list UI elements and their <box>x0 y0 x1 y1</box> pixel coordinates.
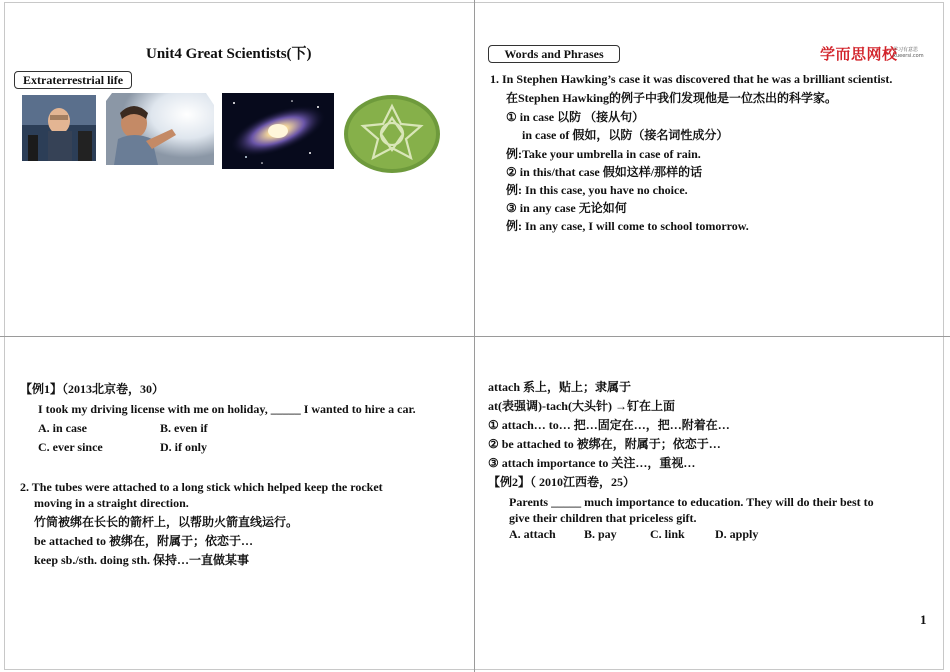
school-logo-subtext <box>893 47 924 59</box>
option-b: B. even if <box>160 421 208 435</box>
q2-line-7: 例: In this case, you have no choice. <box>506 183 688 197</box>
q4-line-5: ③ attach importance to 关注…，重视… <box>488 456 696 470</box>
q2-line-4: in case of 假如，以防（接名词性成分） <box>522 128 729 142</box>
example-2-question-line-2: give their children that priceless gift. <box>509 511 697 525</box>
galaxy-photo <box>222 93 334 169</box>
q4-line-3: ① attach… to… 把…固定在…，把…附着在… <box>488 418 730 432</box>
page-number: 1 <box>920 612 927 627</box>
horizontal-divider <box>0 336 950 337</box>
boy-with-light-photo <box>106 93 214 165</box>
q2-line-8: ③ in any case 无论如何 <box>506 201 627 215</box>
q2-line-1: 1. In Stephen Hawking’s case it was discovered that he was a brilliant scientist. <box>490 72 893 86</box>
logo-url: xueersi.com <box>893 53 924 59</box>
q2-line-9: 例: In any case, I will come to school tomorrow. <box>506 219 749 233</box>
sentence-2-line-1: 2. The tubes were attached to a long stick which helped keep the rocket <box>20 480 383 494</box>
slide-title: Unit4 Great Scientists(下) <box>146 46 312 62</box>
sentence-2-translation: 竹筒被绑在长长的箭杆上，以帮助火箭直线运行。 <box>34 515 299 529</box>
phrase-keep-doing: keep sb./sth. doing sth. 保持…一直做某事 <box>34 553 250 567</box>
q2-line-6: ② in this/that case 假如这样/那样的话 <box>506 165 703 179</box>
q4-line-1: attach 系上，贴上；隶属于 <box>488 380 631 394</box>
section-label: Words and Phrases <box>488 45 620 63</box>
q2-line-3: ① in case 以防 （接从句） <box>506 110 645 124</box>
phrase-be-attached-to: be attached to 被绑在，附属于；依恋于… <box>34 534 253 548</box>
option-apply: D. apply <box>715 527 759 541</box>
sentence-2-line-2: moving in a straight direction. <box>34 496 189 510</box>
example-1-heading: 【例1】（2013北京卷，30） <box>20 382 165 396</box>
q4-line-4: ② be attached to 被绑在，附属于；依恋于… <box>488 437 721 451</box>
stephen-hawking-photo <box>22 95 96 161</box>
option-pay: B. pay <box>584 527 617 541</box>
option-attach: A. attach <box>509 527 556 541</box>
q2-line-2: 在Stephen Hawking的例子中我们发现他是一位杰出的科学家。 <box>506 91 838 105</box>
topic-label: Extraterrestrial life <box>14 71 132 89</box>
q2-line-5: 例:Take your umbrella in case of rain. <box>506 147 701 161</box>
example-2-question-line-1: Parents _____ much importance to education. They will do their best to <box>509 495 874 509</box>
option-a: A. in case <box>38 421 87 435</box>
logo-slogan: 学习有意思 <box>893 47 919 53</box>
q4-line-2: at(表强调)-tach(大头针) →钉在上面 <box>488 399 675 413</box>
school-logo-text: 学而思网校 <box>820 45 898 63</box>
example-2-heading: 【例2】（ 2010江西卷，25） <box>488 475 636 489</box>
option-d: D. if only <box>160 440 208 454</box>
example-1-question: I took my driving license with me on holiday, _____ I wanted to hire a car. <box>38 402 416 416</box>
option-c: C. ever since <box>38 440 103 454</box>
option-link: C. link <box>650 527 685 541</box>
crop-circle-photo <box>343 94 441 174</box>
